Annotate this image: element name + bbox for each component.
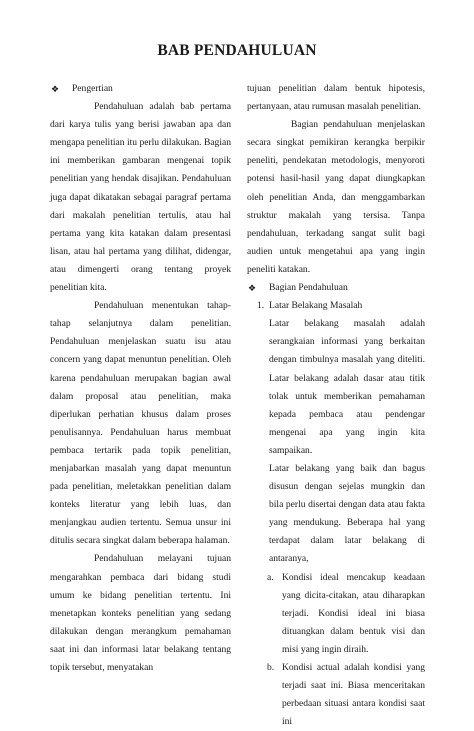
right-column: [247, 80, 425, 731]
paragraph: Pendahuluan melayani tujuan mengarahkan pembaca dari bidang studi umum ke bidang penelitian tertentu. Ini menetapkan konteks penelitian yang sedang dilakukan dengan merangkum pemahaman saat ini dan informasi latar belakang tentang topik tersebut, menyatakan: [50, 553, 231, 673]
paragraph: Bagian pendahuluan menjelaskan secara singkat pemikiran kerangka berpikir peneliti, pendekatan metodologis, menyoroti potensi hasil-hasil yang dapat diungkapkan oleh penelitian Anda, dan menggambarkan struktur makalah yang tersisa. Tanpa pendahuluan, terkadang sangat sulit bagi audien untuk mengetahui apa yang ingin peneliti katakan.: [247, 119, 425, 275]
heading-text: Pengertian: [72, 83, 113, 94]
item-body: [247, 315, 425, 568]
diamond-bullet-icon: ❖: [247, 283, 257, 294]
page-title: BAB PENDAHULUAN: [157, 42, 317, 59]
list-item: [247, 569, 425, 659]
left-column: [50, 80, 231, 677]
paragraph-continuation: tujuan penelitian dalam bentuk hipotesis, pertanyaan, atau rumusan masalah penelitian.: [247, 83, 425, 113]
numbered-item: [247, 297, 425, 315]
paragraph: Pendahuluan adalah bab pertama dari karya tulis yang berisi jawaban apa dan mengapa penelitian itu perlu dilakukan. Bagian ini memberikan gambaran mengenai topik penelitian yang hendak disajikan. Pendahuluan juga dapat dikatakan sebagai paragraf pertama dari makalah penelitian tertulis, atau hal pertama yang kita katakan dalam presentasi lisan, atau hal pertama yang dilihat, didengar, atau dimengerti orang tentang proyek penelitian kita.: [50, 101, 231, 294]
list-text: Kondisi ideal mencakup keadaan yang dicita-citakan, atau diharapkan terjadi. Kondisi ideal ini biasa dituangkan dalam bentuk visi dan misi yang ingin diraih.: [282, 571, 425, 655]
diamond-bullet-icon: ❖: [50, 84, 60, 94]
heading-text: Bagian Pendahuluan: [269, 282, 348, 294]
list-text: Kondisi actual adalah kondisi yang terjadi saat ini. Biasa menceritakan perbedaan situasi antara kondisi saat ini: [282, 662, 425, 728]
item-number: 1.: [257, 300, 265, 312]
paragraph: Latar belakang yang baik dan bagus disusun dengan sejelas mungkin dan bila perlu disertai dengan data atau fakta yang mendukung. Beberapa hal yang terdapat dalam latar belakang di antaranya,: [269, 462, 425, 565]
list-letter: a.: [267, 571, 274, 583]
paragraph: Latar belakang masalah adalah serangkaian informasi yang berkaitan dengan timbulnya masalah yang diteliti. Latar belakang adalah dasar atau titik tolak untuk memberikan pemahaman kepada pembaca atau pendengar mengenai apa yang ingin kita sampaikan.: [269, 318, 425, 456]
section-heading-bagian: [247, 279, 425, 297]
section-heading-pengertian: [50, 80, 231, 98]
list-letter: b.: [267, 662, 275, 673]
paragraph: Pendahuluan menentukan tahap-tahap selanjutnya dalam penelitian. Pendahuluan menjelaskan suatu isu atau concern yang dapat menuntun penelitian. Oleh karena pendahuluan merupakan bagian awal dalam proposal atau penelitian, maka diperlukan perhatian khusus dalam proses penulisannya. Pendahuluan harus membuat pembaca tertarik pada topik penelitian, menjabarkan masalah yang dapat menuntun pada penelitian, meletakkan penelitian dalam konteks literatur yang lebih luas, dan menjangkau audien tertentu. Semua unsur ini ditulis secara singkat dalam beberapa halaman.: [50, 300, 231, 547]
item-title: Latar Belakang Masalah: [269, 300, 363, 312]
